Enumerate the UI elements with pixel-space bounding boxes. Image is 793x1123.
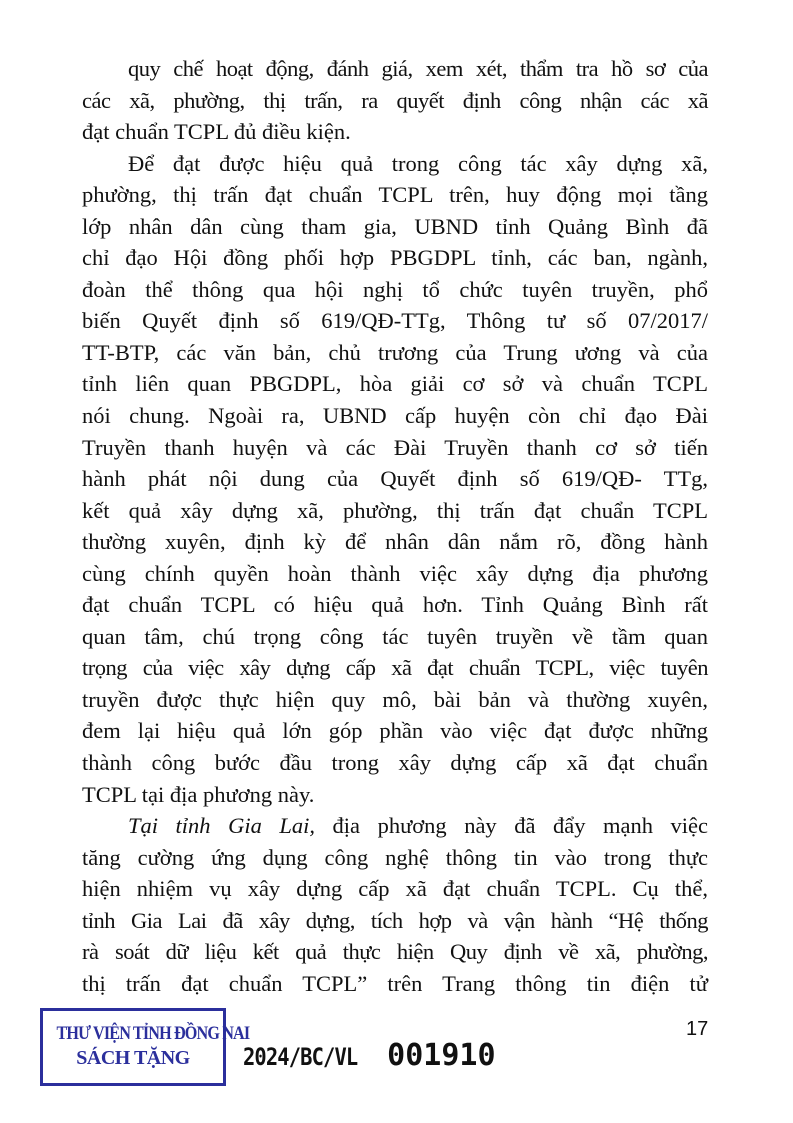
- text-line: đạt chuẩn TCPL đủ điều kiện.: [82, 119, 351, 145]
- text-line: hiện nhiệm vụ xây dựng cấp xã đạt chuẩn TCPL. Cụ thể,: [82, 876, 708, 902]
- text-line: TT-BTP, các văn bản, chủ trương của Trung ương và của: [82, 339, 708, 365]
- text-line: Để đạt được hiệu quả trong công tác xây dựng xã,: [128, 150, 708, 176]
- registration-prefix: 2024/BC/VL: [243, 1043, 358, 1071]
- stamp-line-1: THƯ VIỆN TỈNH ĐỒNG NAI: [56, 1023, 250, 1044]
- text-line: nói chung. Ngoài ra, UBND cấp huyện còn chỉ đạo Đài: [82, 403, 708, 429]
- text-line: tăng cường ứng dụng công nghệ thông tin vào trong thực: [82, 844, 708, 870]
- text-line: quy chế hoạt động, đánh giá, xem xét, thẩm tra hồ sơ của: [128, 56, 708, 81]
- text-line: rà soát dữ liệu kết quả thực hiện Quy định về xã, phường,: [82, 939, 708, 965]
- text-line: lớp nhân dân cùng tham gia, UBND tỉnh Quảng Bình đã: [82, 213, 708, 239]
- text-line: đoàn thể thông qua hội nghị tổ chức tuyên truyền, phổ: [82, 276, 708, 302]
- text-line: TCPL tại địa phương này.: [82, 781, 315, 807]
- text-line: phường, thị trấn đạt chuẩn TCPL trên, huy động mọi tầng: [82, 182, 708, 208]
- page-number: 17: [686, 1018, 709, 1040]
- text-line: thị trấn đạt chuẩn TCPL” trên Trang thông tin điện tử: [82, 970, 708, 996]
- text-line: thành công bước đầu trong xây dựng cấp xã đạt chuẩn: [82, 750, 708, 776]
- text-line: tỉnh Gia Lai đã xây dựng, tích hợp và vận hành “Hệ thống: [82, 907, 708, 933]
- page-body: [82, 53, 708, 999]
- text-line: tỉnh liên quan PBGDPL, hòa giải cơ sở và chuẩn TCPL: [82, 371, 708, 397]
- text-line: cùng chính quyền hoàn thành việc xây dựng địa phương: [82, 560, 708, 586]
- text-line: chỉ đạo Hội đồng phối hợp PBGDPL tỉnh, các ban, ngành,: [82, 245, 708, 271]
- text-line: đạt chuẩn TCPL có hiệu quả hơn. Tỉnh Quảng Bình rất: [82, 592, 708, 618]
- text-line: trọng của việc xây dựng cấp xã đạt chuẩn TCPL, việc tuyên: [82, 655, 708, 681]
- text-line: các xã, phường, thị trấn, ra quyết định công nhận các xã: [82, 87, 708, 113]
- text-line: kết quả xây dựng xã, phường, thị trấn đạt chuẩn TCPL: [82, 497, 708, 523]
- paragraph-3: [82, 810, 708, 999]
- registration-code: [243, 1038, 496, 1073]
- paragraph-1: [82, 53, 708, 148]
- italic-lead: Tại tỉnh Gia Lai,: [128, 813, 316, 839]
- text-line: thường xuyên, định kỳ để nhân dân nắm rõ, đồng hành: [82, 529, 708, 555]
- text-line: biến Quyết định số 619/QĐ-TTg, Thông tư số 07/2017/: [82, 308, 708, 334]
- text-line: truyền được thực hiện quy mô, bài bản và thường xuyên,: [82, 686, 708, 712]
- library-stamp: [40, 1008, 250, 1086]
- text-line: đem lại hiệu quả lớn góp phần vào việc đạt được những: [82, 718, 708, 744]
- stamp-line-2: SÁCH TẶNG: [76, 1047, 190, 1069]
- text-line: quan tâm, chú trọng công tác tuyên truyền về tầm quan: [82, 623, 708, 649]
- text-line-rest: địa phương này đã đẩy mạnh việc: [315, 813, 708, 839]
- paragraph-2: [82, 148, 708, 810]
- text-line: hành phát nội dung của Quyết định số 619/QĐ- TTg,: [82, 466, 708, 492]
- text-line: [82, 810, 708, 842]
- text-line: Truyền thanh huyện và các Đài Truyền thanh cơ sở tiến: [82, 434, 708, 460]
- registration-number: 001910: [387, 1038, 496, 1073]
